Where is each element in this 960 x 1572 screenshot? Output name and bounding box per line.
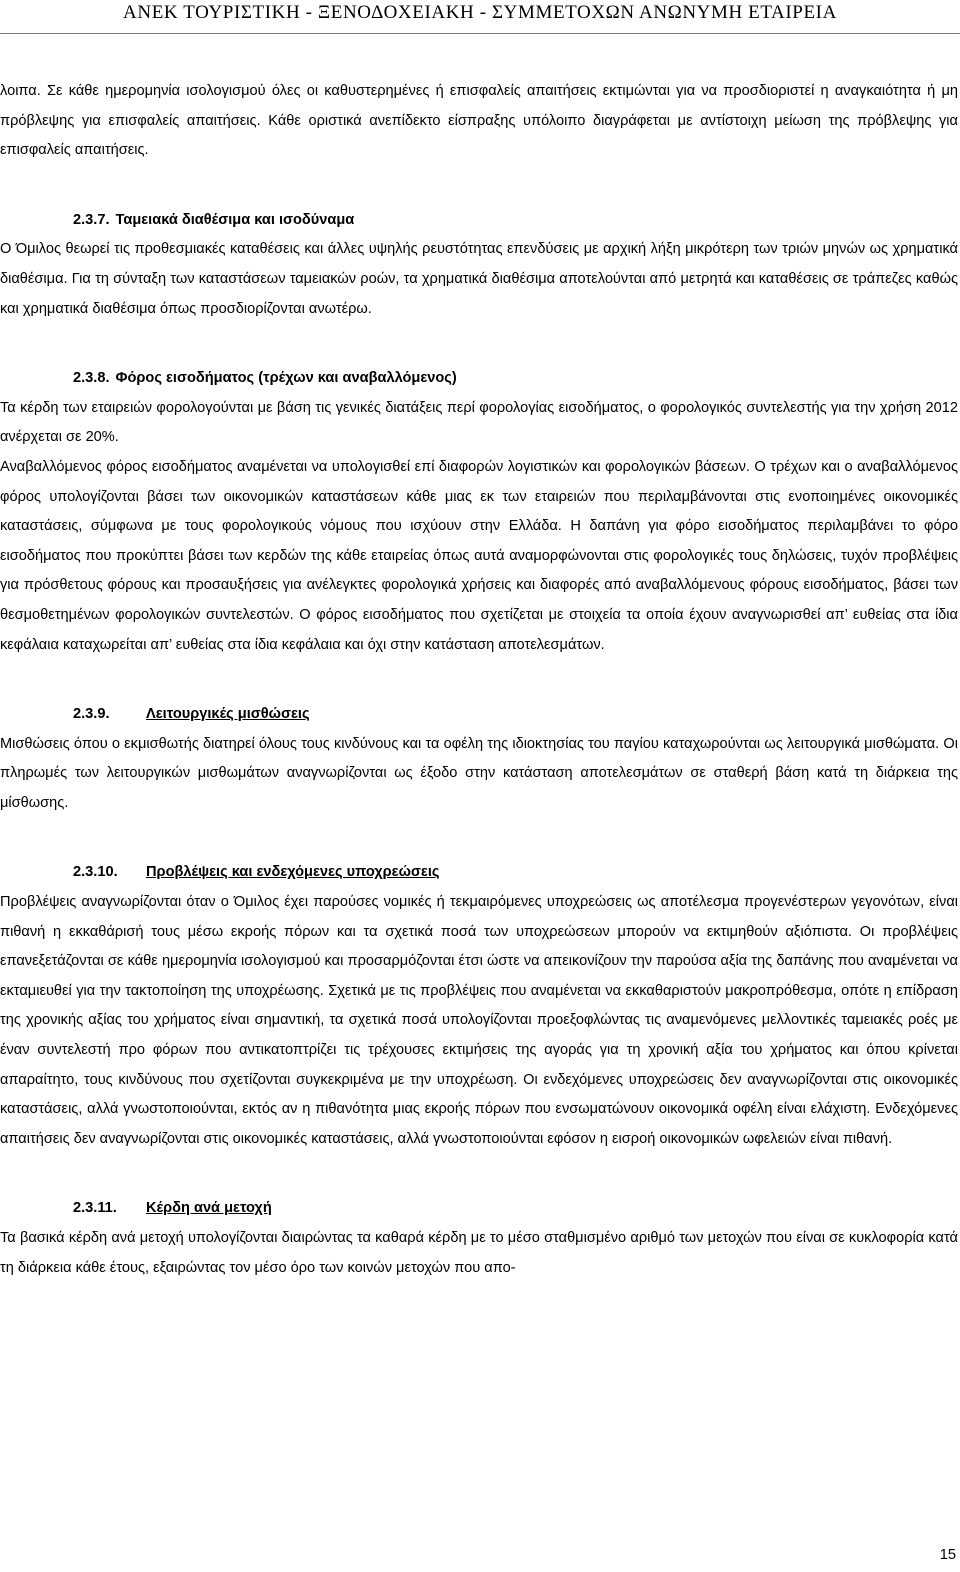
- section-paragraph: Ο Όμιλος θεωρεί τις προθεσμιακές καταθέσεις και άλλες υψηλής ρευστότητας επενδύσεις με αρχική λήξη μικρότερη των τριών μηνών ως χρηματικά διαθέσιμα. Για τη σύνταξη των καταστάσεων ταμειακών ροών, τα χρηματικά διαθέσιμα αποτελούνται από μετρητά και καταθέσεις σε τράπεζες καθώς και χρηματικά διαθέσιμα όπως προσδιορίζονται ανωτέρω.: [0, 241, 958, 317]
- section-number: 2.3.7.: [73, 211, 110, 228]
- section-heading-2-3-8: [0, 364, 958, 394]
- page-body: [0, 77, 960, 1283]
- section-paragraph: Τα βασικά κέρδη ανά μετοχή υπολογίζονται διαιρώντας τα καθαρά κέρδη με το μέσο σταθμισμένο αριθμό των μετοχών που είναι σε κυκλοφορία κατά τη διάρκεια κάθε έτους, εξαιρώντας τον μέσο όρο των κοινών μετοχών που απο-: [0, 1230, 958, 1276]
- section-number: 2.3.10.: [73, 864, 118, 881]
- section-number: 2.3.8.: [73, 370, 110, 387]
- section-paragraph: Προβλέψεις αναγνωρίζονται όταν ο Όμιλος έχει παρούσες νομικές ή τεκμαιρόμενες υποχρεώσεις ως αποτέλεσμα προγενέστερων γεγονότων, είναι πιθανή η εκκαθάρισή τους μέσω εκροής πόρων και τα σχετικά ποσά των υποχρεώσεων μπορούν να εκτιμηθούν αξιόπιστα. Οι προβλέψεις επανεξετάζονται σε κάθε ημερομηνία ισολογισμού και προσαρμόζονται έτσι ώστε να απεικονίζουν την παρούσα αξία της δαπάνης που αναμένεται να εκταμιευθεί για την τακτοποίηση της υποχρέωσης. Σχετικά με τις προβλέψεις που αναμένεται να εκκαθαριστούν μακροπρόθεσμα, οπότε η επίδραση της χρονικής αξίας του χρήματος είναι σημαντική, τα σχετικά ποσά υπολογίζονται προεξοφλώντας τις αναμενόμενες μελλοντικές ταμειακές ροές με έναν συντελεστή προ φόρων που αντικατοπτρίζει τις τρέχουσες εκτιμήσεις της αγοράς για τη χρονική αξία του χρήματος και όπου κρίνεται απαραίτητο, τους κινδύνους που σχετίζονται συγκεκριμένα με την υποχρέωση. Οι ενδεχόμενες υποχρεώσεις δεν αναγνωρίζονται στις οικονομικές καταστάσεις, αλλά γνωστοποιούνται, εκτός αν η πιθανότητα μιας εκροής πόρων που ενσωματώνουν οικονομικά οφέλη είναι ελάχιστη. Ενδεχόμενες απαιτήσεις δεν αναγνωρίζονται στις οικονομικές καταστάσεις, αλλά γνωστοποιούνται εφόσον η εισροή οικονομικών ωφελειών είναι πιθανή.: [0, 894, 958, 1147]
- section-title: Ταμειακά διαθέσιμα και ισοδύναμα: [115, 211, 355, 228]
- spacer: [0, 660, 958, 700]
- section-paragraph: Αναβαλλόμενος φόρος εισοδήματος αναμένεται να υπολογισθεί επί διαφορών λογιστικών και φορολογικών βάσεων. Ο τρέχων και ο αναβαλλόμενος φόρος υπολογίζονται βάσει των οικονομικών καταστάσεων κάθε μιας εκ των εταιρειών που περιλαμβάνονται στις ενοποιημένες οικονομικές καταστάσεις, σύμφωνα με τους φορολογικούς νόμους που ισχύουν στην Ελλάδα. Η δαπάνη για φόρο εισοδήματος περιλαμβάνει το φόρο εισοδήματος που προκύπτει βάσει των κερδών της κάθε εταιρείας όπως αυτά αναμορφώνονται στις φορολογικές τους δηλώσεις, τυχόν προβλέψεις για πρόσθετους φόρους και προσαυξήσεις για ανέλεγκτες φορολογικά χρήσεις και διαφορές από αναβαλλόμενους φόρους εισοδήματος, βάσει των θεσμοθετημένων φορολογικών συντελεστών. Ο φόρος εισοδήματος που σχετίζεται με στοιχεία τα οποία έχουν αναγνωρισθεί απ’ ευθείας στα ίδια κεφάλαια καταχωρείται απ’ ευθείας στα ίδια κεφάλαια και όχι στην κατάσταση αποτελεσμάτων.: [0, 458, 958, 653]
- section-heading-2-3-9: [0, 700, 958, 730]
- spacer: [0, 1154, 958, 1194]
- section-title: Φόρος εισοδήματος (τρέχων και αναβαλλόμενος): [115, 370, 457, 387]
- section-title: Κέρδη ανά μετοχή: [146, 1200, 272, 1217]
- section-heading-2-3-7: [0, 206, 958, 236]
- section-heading-2-3-11: [0, 1194, 958, 1224]
- spacer: [0, 166, 958, 206]
- page-number: 15: [939, 1547, 956, 1563]
- section-paragraph: Τα κέρδη των εταιρειών φορολογούνται με βάση τις γενικές διατάξεις περί φορολογίας εισοδήματος, ο φορολογικός συντελεστής για την χρήση 2012 ανέρχεται σε 20%.: [0, 399, 958, 446]
- company-name: ΑΝΕΚ ΤΟΥΡΙΣΤΙΚΗ - ΞΕΝΟΔΟΧΕΙΑΚΗ - ΣΥΜΜΕΤΟΧΩΝ ΑΝΩΝΥΜΗ ΕΤΑΙΡΕΙΑ: [123, 2, 837, 23]
- section-number: 2.3.11.: [73, 1200, 117, 1217]
- spacer: [0, 324, 958, 364]
- section-title: Προβλέψεις και ενδεχόμενες υποχρεώσεις: [146, 864, 440, 881]
- section-heading-2-3-10: [0, 858, 958, 888]
- document-header: [0, 0, 960, 34]
- spacer: [0, 818, 958, 858]
- section-number: 2.3.9.: [73, 706, 110, 723]
- intro-paragraph: λοιπα. Σε κάθε ημερομηνία ισολογισμού όλες οι καθυστερημένες ή επισφαλείς απαιτήσεις εκτιμώνται για να προσδιοριστεί η αναγκαιότητα ή μη πρόβλεψης για επισφαλείς απαιτήσεις. Κάθε οριστικά ανεπίδεκτο είσπραξης υπόλοιπο διαγράφεται με αντίστοιχη μείωση της πρόβλεψης για επισφαλείς απαιτήσεις.: [0, 83, 958, 159]
- section-title: Λειτουργικές μισθώσεις: [146, 706, 310, 723]
- section-paragraph: Μισθώσεις όπου ο εκμισθωτής διατηρεί όλους τους κινδύνους και τα οφέλη της ιδιοκτησίας του παγίου καταχωρούνται ως λειτουργικά μισθώματα. Οι πληρωμές των λειτουργικών μισθωμάτων αναγνωρίζονται ως έξοδο στην κατάσταση αποτελεσμάτων σε σταθερή βάση κατά τη διάρκεια της μίσθωσης.: [0, 735, 958, 811]
